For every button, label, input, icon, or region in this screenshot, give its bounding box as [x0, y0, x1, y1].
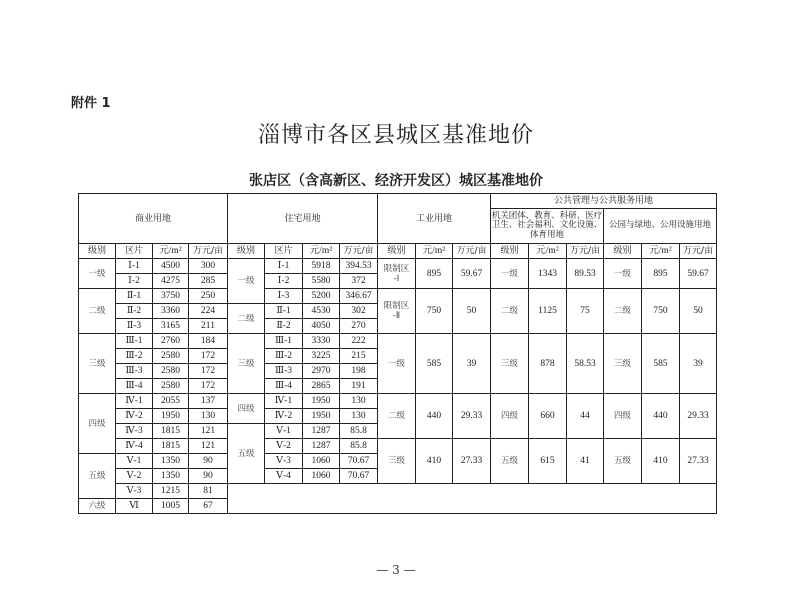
industrial-grade: 限制区 -Ⅰ: [378, 259, 416, 289]
commercial-yuan-m2: 4500: [153, 259, 189, 274]
table-row: [79, 394, 717, 409]
commercial-zone: Ⅱ-2: [116, 304, 153, 319]
commercial-wan-mu: 172: [189, 364, 228, 379]
public-institutional-wan-mu: 75: [567, 289, 604, 334]
public-parks-yuan-m2: 585: [642, 334, 680, 394]
commercial-zone: Ⅲ-3: [116, 364, 153, 379]
residential-wan-mu: 70.67: [340, 454, 378, 469]
commercial-zone: Ⅴ-2: [116, 469, 153, 484]
residential-zone: Ⅲ-3: [265, 364, 303, 379]
commercial-yuan-m2: 1215: [153, 484, 189, 499]
commercial-zone: Ⅲ-1: [116, 334, 153, 349]
public-institutional-yuan-m2: 878: [529, 334, 567, 394]
industrial-wan-mu: 50: [453, 289, 491, 334]
commercial-wan-mu: 224: [189, 304, 228, 319]
public-parks-grade: 四级: [604, 394, 642, 439]
col-wan-mu: 万元/亩: [680, 244, 717, 259]
commercial-grade: 六级: [79, 499, 116, 514]
public-parks-grade: 三级: [604, 334, 642, 394]
commercial-zone: Ⅳ-3: [116, 424, 153, 439]
residential-yuan-m2: 1060: [303, 469, 340, 484]
column-header-row: [79, 244, 717, 259]
residential-yuan-m2: 5200: [303, 289, 340, 304]
page-number: — 3 —: [376, 563, 416, 577]
industrial-yuan-m2: 895: [416, 259, 453, 289]
commercial-grade: 二级: [79, 289, 116, 334]
public-parks-yuan-m2: 410: [642, 439, 680, 484]
commercial-wan-mu: 90: [189, 454, 228, 469]
public-parks-wan-mu: 59.67: [680, 259, 717, 289]
residential-yuan-m2: 3225: [303, 349, 340, 364]
commercial-wan-mu: 130: [189, 409, 228, 424]
commercial-wan-mu: 121: [189, 439, 228, 454]
commercial-zone: Ⅰ-2: [116, 274, 153, 289]
col-wan-mu: 万元/亩: [453, 244, 491, 259]
commercial-yuan-m2: 1350: [153, 454, 189, 469]
residential-zone: Ⅴ-2: [265, 439, 303, 454]
col-wan-mu: 万元/亩: [340, 244, 378, 259]
industrial-wan-mu: 59.67: [453, 259, 491, 289]
residential-grade: 二级: [228, 304, 265, 334]
commercial-wan-mu: 67: [189, 499, 228, 514]
commercial-yuan-m2: 2580: [153, 349, 189, 364]
table-row: [79, 289, 717, 304]
residential-grade: 一级: [228, 259, 265, 304]
industrial-yuan-m2: 585: [416, 334, 453, 394]
page-title: 淄博市各区县城区基准地价: [257, 123, 534, 148]
residential-wan-mu: 346.67: [340, 289, 378, 304]
residential-zone: Ⅴ-1: [265, 424, 303, 439]
residential-zone: Ⅳ-2: [265, 409, 303, 424]
table-row: [79, 484, 717, 499]
industrial-grade: 一级: [378, 334, 416, 394]
col-grade: 级别: [378, 244, 416, 259]
residential-yuan-m2: 4050: [303, 319, 340, 334]
residential-yuan-m2: 3330: [303, 334, 340, 349]
commercial-grade: 五级: [79, 454, 116, 499]
commercial-yuan-m2: 1350: [153, 469, 189, 484]
commercial-grade: 四级: [79, 394, 116, 454]
industrial-grade: 三级: [378, 439, 416, 484]
public-institutional-grade: 一级: [491, 259, 529, 289]
residential-wan-mu: 302: [340, 304, 378, 319]
public-institutional-grade: 四级: [491, 394, 529, 439]
residential-wan-mu: 85.8: [340, 424, 378, 439]
header-public-parks: 公园与绿地、公用设施用地: [604, 209, 717, 244]
residential-wan-mu: 270: [340, 319, 378, 334]
residential-grade: 四级: [228, 394, 265, 424]
commercial-wan-mu: 184: [189, 334, 228, 349]
residential-yuan-m2: 4530: [303, 304, 340, 319]
residential-wan-mu: 222: [340, 334, 378, 349]
public-institutional-yuan-m2: 660: [529, 394, 567, 439]
public-institutional-wan-mu: 58.53: [567, 334, 604, 394]
residential-yuan-m2: 1287: [303, 424, 340, 439]
residential-yuan-m2: 2970: [303, 364, 340, 379]
commercial-yuan-m2: 3750: [153, 289, 189, 304]
commercial-yuan-m2: 1005: [153, 499, 189, 514]
residential-zone: Ⅴ-3: [265, 454, 303, 469]
table-row: [79, 439, 717, 454]
commercial-grade: 一级: [79, 259, 116, 289]
residential-yuan-m2: 5580: [303, 274, 340, 289]
industrial-wan-mu: 39: [453, 334, 491, 394]
table-row: [79, 334, 717, 349]
header-residential: 住宅用地: [228, 194, 378, 244]
commercial-zone: Ⅳ-2: [116, 409, 153, 424]
header-public-institutional: 机关团体、教育、科研、医疗卫生、社会福利、文化设施、体育用地: [491, 209, 604, 244]
public-parks-grade: 五级: [604, 439, 642, 484]
public-institutional-grade: 三级: [491, 334, 529, 394]
industrial-yuan-m2: 410: [416, 439, 453, 484]
residential-yuan-m2: 5918: [303, 259, 340, 274]
residential-zone: Ⅰ-3: [265, 289, 303, 304]
col-yuan-m2: 元/m²: [416, 244, 453, 259]
col-wan-mu: 万元/亩: [567, 244, 604, 259]
commercial-wan-mu: 121: [189, 424, 228, 439]
commercial-wan-mu: 211: [189, 319, 228, 334]
residential-wan-mu: 372: [340, 274, 378, 289]
col-yuan-m2: 元/m²: [153, 244, 189, 259]
public-institutional-yuan-m2: 1125: [529, 289, 567, 334]
public-institutional-yuan-m2: 615: [529, 439, 567, 484]
public-institutional-wan-mu: 41: [567, 439, 604, 484]
commercial-wan-mu: 250: [189, 289, 228, 304]
public-parks-yuan-m2: 895: [642, 259, 680, 289]
header-industrial: 工业用地: [378, 194, 491, 244]
annex-label: 附件 1: [71, 96, 111, 111]
residential-wan-mu: 215: [340, 349, 378, 364]
residential-yuan-m2: 1287: [303, 439, 340, 454]
residential-wan-mu: 191: [340, 379, 378, 394]
commercial-yuan-m2: 1815: [153, 439, 189, 454]
col-zone: 区片: [116, 244, 153, 259]
commercial-yuan-m2: 2580: [153, 379, 189, 394]
commercial-yuan-m2: 3360: [153, 304, 189, 319]
commercial-grade: 三级: [79, 334, 116, 394]
header-commercial: 商业用地: [79, 194, 228, 244]
public-parks-yuan-m2: 440: [642, 394, 680, 439]
public-institutional-yuan-m2: 1343: [529, 259, 567, 289]
residential-zone: Ⅰ-1: [265, 259, 303, 274]
commercial-wan-mu: 285: [189, 274, 228, 289]
col-grade: 级别: [491, 244, 529, 259]
commercial-yuan-m2: 1815: [153, 424, 189, 439]
commercial-zone: Ⅱ-3: [116, 319, 153, 334]
commercial-zone: Ⅲ-2: [116, 349, 153, 364]
commercial-zone: Ⅳ-1: [116, 394, 153, 409]
commercial-wan-mu: 300: [189, 259, 228, 274]
public-parks-grade: 一级: [604, 259, 642, 289]
commercial-zone: Ⅵ: [116, 499, 153, 514]
industrial-grade: 二级: [378, 394, 416, 439]
residential-wan-mu: 85.8: [340, 439, 378, 454]
commercial-zone: Ⅱ-1: [116, 289, 153, 304]
col-grade: 级别: [604, 244, 642, 259]
public-parks-wan-mu: 27.33: [680, 439, 717, 484]
industrial-yuan-m2: 750: [416, 289, 453, 334]
industrial-wan-mu: 27.33: [453, 439, 491, 484]
residential-yuan-m2: 1060: [303, 454, 340, 469]
residential-yuan-m2: 2865: [303, 379, 340, 394]
col-yuan-m2: 元/m²: [642, 244, 680, 259]
residential-wan-mu: 394.53: [340, 259, 378, 274]
commercial-yuan-m2: 1950: [153, 409, 189, 424]
residential-zone: Ⅳ-1: [265, 394, 303, 409]
commercial-zone: Ⅰ-1: [116, 259, 153, 274]
residential-grade: 三级: [228, 334, 265, 394]
public-parks-yuan-m2: 750: [642, 289, 680, 334]
residential-zone: Ⅰ-2: [265, 274, 303, 289]
col-grade: 级别: [228, 244, 265, 259]
col-yuan-m2: 元/m²: [303, 244, 340, 259]
residential-grade: 五级: [228, 424, 265, 484]
commercial-yuan-m2: 4275: [153, 274, 189, 289]
public-parks-wan-mu: 50: [680, 289, 717, 334]
commercial-wan-mu: 172: [189, 349, 228, 364]
commercial-yuan-m2: 2580: [153, 364, 189, 379]
commercial-yuan-m2: 3165: [153, 319, 189, 334]
commercial-wan-mu: 81: [189, 484, 228, 499]
commercial-yuan-m2: 2760: [153, 334, 189, 349]
commercial-wan-mu: 172: [189, 379, 228, 394]
land-price-table: [78, 193, 717, 514]
col-yuan-m2: 元/m²: [529, 244, 567, 259]
public-parks-grade: 二级: [604, 289, 642, 334]
commercial-zone: Ⅲ-4: [116, 379, 153, 394]
public-parks-wan-mu: 39: [680, 334, 717, 394]
public-institutional-wan-mu: 44: [567, 394, 604, 439]
residential-zone: Ⅱ-1: [265, 304, 303, 319]
public-parks-wan-mu: 29.33: [680, 394, 717, 439]
residential-wan-mu: 130: [340, 394, 378, 409]
public-institutional-grade: 二级: [491, 289, 529, 334]
commercial-wan-mu: 137: [189, 394, 228, 409]
header-public: 公共管理与公共服务用地: [491, 194, 717, 209]
col-wan-mu: 万元/亩: [189, 244, 228, 259]
col-zone: 区片: [265, 244, 303, 259]
residential-wan-mu: 198: [340, 364, 378, 379]
commercial-zone: Ⅴ-3: [116, 484, 153, 499]
residential-zone: Ⅴ-4: [265, 469, 303, 484]
residential-yuan-m2: 1950: [303, 409, 340, 424]
residential-zone: Ⅲ-2: [265, 349, 303, 364]
public-institutional-wan-mu: 89.53: [567, 259, 604, 289]
residential-yuan-m2: 1950: [303, 394, 340, 409]
table-title: 张店区（含高新区、经济开发区）城区基准地价: [249, 173, 543, 189]
table-row: [79, 259, 717, 274]
col-grade: 级别: [79, 244, 116, 259]
residential-zone: Ⅲ-1: [265, 334, 303, 349]
commercial-zone: Ⅳ-4: [116, 439, 153, 454]
residential-zone: Ⅱ-2: [265, 319, 303, 334]
industrial-wan-mu: 29.33: [453, 394, 491, 439]
industrial-grade: 限制区 -Ⅱ: [378, 289, 416, 334]
commercial-zone: Ⅴ-1: [116, 454, 153, 469]
commercial-yuan-m2: 2055: [153, 394, 189, 409]
empty-area: [228, 484, 717, 514]
residential-wan-mu: 70.67: [340, 469, 378, 484]
public-institutional-grade: 五级: [491, 439, 529, 484]
residential-wan-mu: 130: [340, 409, 378, 424]
industrial-yuan-m2: 440: [416, 394, 453, 439]
residential-zone: Ⅲ-4: [265, 379, 303, 394]
commercial-wan-mu: 90: [189, 469, 228, 484]
